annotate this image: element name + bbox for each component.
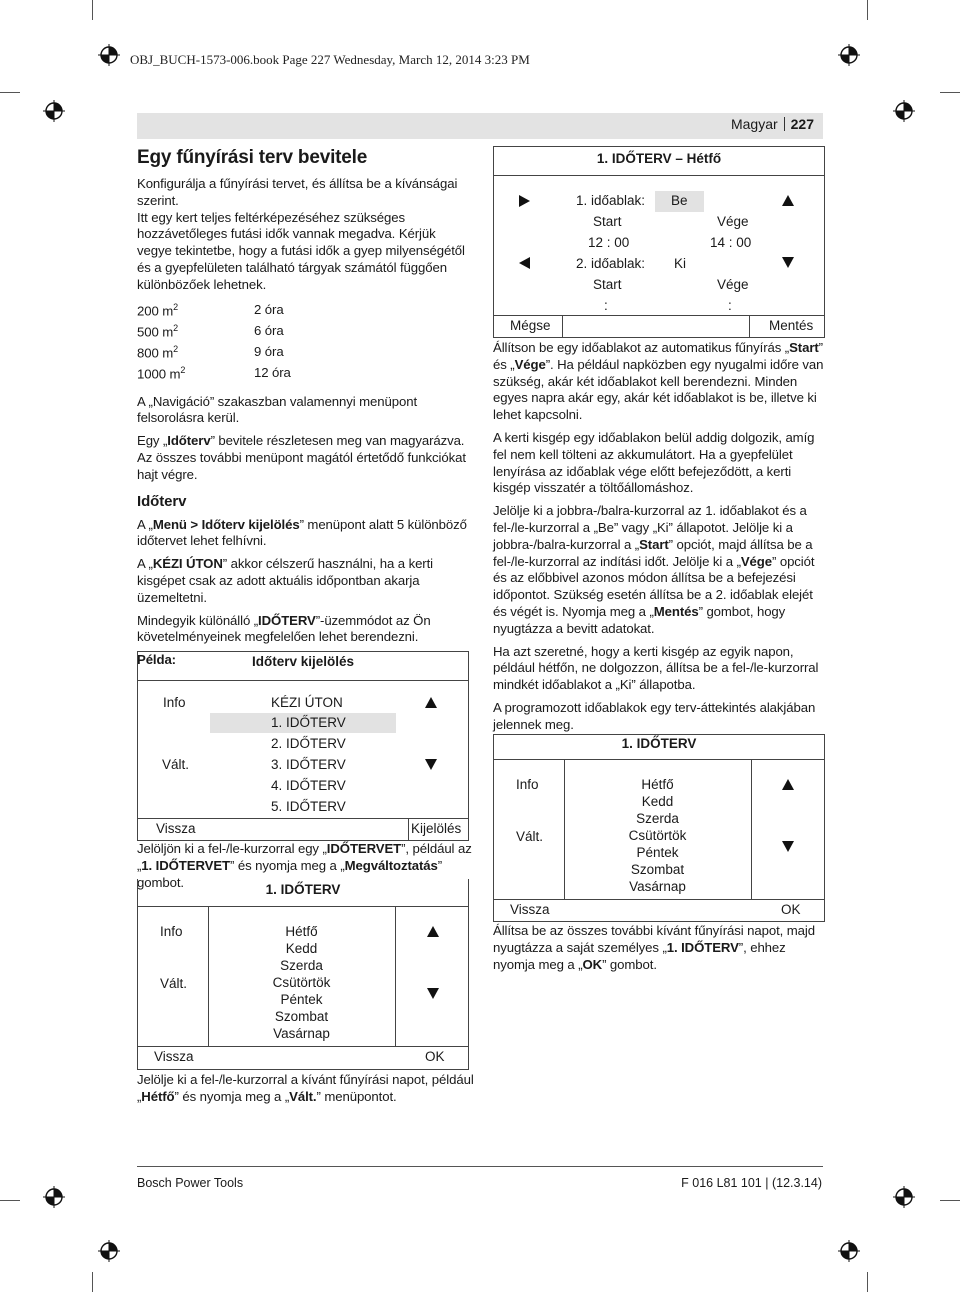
day-item[interactable]: Szerda: [280, 958, 323, 973]
info-button[interactable]: Info: [163, 695, 186, 710]
screen-title: 1. IDŐTERV – Hétfő: [596, 151, 722, 166]
crop-mark: [867, 1272, 868, 1292]
right-column: [493, 340, 828, 740]
header-language: Magyar: [730, 116, 778, 132]
page-number: 227: [790, 116, 814, 132]
day-item[interactable]: Szombat: [274, 1009, 329, 1024]
arrow-down-icon[interactable]: [782, 257, 794, 268]
info-button[interactable]: Info: [160, 924, 183, 939]
paragraph: Itt egy kert teljes feltérképezéséhez szükséges hozzávetőleges futási idők vannak megadva. Kérjük vegye tekintetbe, hogy a futási idők a gyep milyenségétől és a gyepfelületen található tárgyak számától függően különbözőek lehetnek.: [137, 209, 465, 292]
back-button[interactable]: Vissza: [154, 1049, 194, 1064]
right-final-paragraph: Állítsa be az összes további kívánt fűnyírási napot, majd nyugtázza a saját személyes „1. IDŐTERV”, ehhez nyomja meg a „OK” gombot.: [493, 923, 815, 972]
registration-mark-icon: [893, 100, 915, 122]
instruction-paragraph: Jelöljön ki a fel-/le-kurzorral egy „IDŐTERVET”, például az „1. IDŐTERVET” és nyomja meg a „Megváltoztatás” gombot.: [137, 841, 472, 890]
crop-mark: [0, 1200, 20, 1201]
arrow-up-icon[interactable]: [425, 697, 437, 708]
area-row: 200 $m^2$ 2 óra: [137, 301, 284, 319]
day-item[interactable]: Kedd: [285, 941, 318, 956]
menu-item[interactable]: 2. IDŐTERV: [271, 736, 346, 751]
arrow-up-icon[interactable]: [782, 195, 794, 206]
time-window-1-label: 1. időablak:: [576, 193, 646, 208]
header-separator: [784, 117, 785, 131]
crop-mark: [92, 0, 93, 20]
day-item[interactable]: Csütörtök: [272, 975, 331, 990]
section-title: Egy fűnyírási terv bevitele: [137, 147, 368, 168]
area-row: 1000 $m^2$ 12 óra: [137, 364, 291, 382]
ok-button[interactable]: OK: [425, 1049, 445, 1064]
day-item[interactable]: Vasárnap: [273, 1026, 330, 1041]
day-item[interactable]: Csütörtök: [628, 828, 687, 843]
display-screen-schedule-overview: [493, 734, 825, 922]
day-item[interactable]: Szombat: [630, 862, 685, 877]
time-window-2-label: 2. időablak:: [576, 256, 646, 271]
slug-line: OBJ_BUCH-1573-006.book Page 227 Wednesday, March 12, 2014 3:23 PM: [130, 52, 530, 67]
time-window-2-state[interactable]: Ki: [674, 256, 687, 271]
day-item[interactable]: Vasárnap: [629, 879, 686, 894]
paragraph: Jelölje ki a jobbra-/balra-kurzorral az 1. időablakot és a fel-/le-kurzorral a „Be” vagy „Ki” állapotot. Jelölje ki a jobbra-/balra-kurzorral a „Start” opciót, majd állítsa be a fel-/le-kurzorral az indítási időt. Jelölje ki a „Vége” opciót és az előbbivel azonos módon állítsa be a befejezési időpontot. Szükség esetén állítsa be a 2. időablak elejét és végét is. Nyomja meg a „Mentés” gombot, hogy nyugtázza a bevitt adatokat.: [493, 503, 815, 636]
menu-item[interactable]: 1. IDŐTERV: [271, 715, 346, 730]
start-time-2[interactable]: :: [604, 298, 608, 313]
menu-item[interactable]: KÉZI ÚTON: [271, 695, 343, 710]
back-button[interactable]: Vissza: [156, 821, 196, 836]
registration-mark-icon: [838, 1240, 860, 1262]
day-item[interactable]: Péntek: [280, 992, 323, 1007]
registration-mark-icon: [838, 44, 860, 66]
paragraph: Ha azt szeretné, hogy a kerti kisgép az egyik napon, például hétfőn, ne dolgozzon, állítsa be a fel-/le-kurzorral mindkét időablakot a „Ki” állapotba.: [493, 643, 819, 693]
registration-mark-icon: [43, 100, 65, 122]
paragraph: A „KÉZI ÚTON” akkor célszerű használni, ha a kerti kisgépet csak az adott aktuális időpontban akarja üzemeltetni.: [137, 556, 433, 605]
arrow-down-icon[interactable]: [427, 988, 439, 999]
display-screen-schedule-1: [137, 879, 469, 1070]
cancel-button[interactable]: Mégse: [510, 318, 551, 333]
paragraph: A „Navigáció” szakaszban valamennyi menüpont felsorolásra kerül.: [137, 393, 418, 426]
back-button[interactable]: Vissza: [510, 902, 550, 917]
end-time-2[interactable]: :: [728, 298, 732, 313]
valt-button[interactable]: Vált.: [160, 976, 188, 991]
ok-button[interactable]: OK: [781, 902, 801, 917]
time-window-1-state[interactable]: Be: [671, 193, 688, 208]
valt-button[interactable]: Vált.: [516, 829, 544, 844]
arrow-right-icon[interactable]: [519, 195, 530, 207]
day-item[interactable]: Kedd: [641, 794, 674, 809]
paragraph: A programozott időablakok egy terv-áttekintés alakjában jelennek meg.: [493, 699, 816, 732]
paragraph: Mindegyik különálló „IDŐTERV”-üzemmódot az Ön követelményeinek megfelelően lehet berendezni.: [137, 612, 431, 645]
arrow-left-icon[interactable]: [519, 257, 530, 269]
paragraph: Konfigurálja a fűnyírási tervet, és állítsa be a kívánságai szerint.: [137, 176, 458, 208]
screen-title: Időterv kijelölés: [251, 654, 355, 669]
menu-item[interactable]: 5. IDŐTERV: [271, 799, 346, 814]
valt-button[interactable]: Vált.: [162, 757, 190, 772]
menu-item[interactable]: 4. IDŐTERV: [271, 778, 346, 793]
paragraph: Állítson be egy időablakot az automatikus fűnyírás „Start” és „Vége”. Ha például napközben egy nyugalmi időre van szükség, akár két időablakot kell berendezni. Minden egyes napra akár egy, akár két időablakot is be, illetve ki lehet kapcsolni.: [493, 340, 824, 423]
display-screen-schedule-select: [137, 651, 469, 841]
day-item[interactable]: Hétfő: [285, 924, 318, 939]
left-column: [137, 146, 467, 675]
save-button[interactable]: Mentés: [769, 318, 814, 333]
crop-mark: [92, 1272, 93, 1292]
area-table: [137, 300, 467, 384]
screen-title: 1. IDŐTERV: [265, 882, 341, 897]
registration-mark-icon: [98, 1240, 120, 1262]
area-row: 800 $m^2$ 9 óra: [137, 343, 284, 361]
menu-item[interactable]: 3. IDŐTERV: [271, 757, 346, 772]
footer-rule: [137, 1166, 823, 1167]
footer-doc-number: F 016 L81 101 | (12.3.14): [681, 1176, 822, 1190]
instruction-paragraph: Jelölje ki a fel-/le-kurzorral a kívánt fűnyírási napot, például „Hétfő” és nyomja meg a „Vált.” menüpontot.: [137, 1072, 474, 1104]
crop-mark: [940, 92, 960, 93]
end-time-1[interactable]: 14 : 00: [710, 235, 752, 250]
paragraph: Egy „Időterv” bevitele részletesen meg van magyarázva. Az összes további menüpont magától értetődő funkciókat hajt végre.: [137, 433, 466, 482]
start-label: Start: [593, 214, 622, 229]
footer-publisher: Bosch Power Tools: [137, 1176, 244, 1190]
header-bar: [137, 113, 823, 139]
arrow-down-icon[interactable]: [782, 841, 794, 852]
arrow-up-icon[interactable]: [782, 779, 794, 790]
end-label: Vége: [717, 277, 749, 292]
display-screen-monday: [493, 146, 825, 338]
start-time-1[interactable]: 12 : 00: [588, 235, 630, 250]
start-label: Start: [593, 277, 622, 292]
subsection-title: Időterv: [137, 492, 187, 510]
page-header: [731, 116, 814, 132]
select-button[interactable]: Kijelölés: [411, 821, 462, 836]
crop-mark: [0, 92, 20, 93]
day-item[interactable]: Péntek: [636, 845, 679, 860]
day-item[interactable]: Szerda: [636, 811, 679, 826]
paragraph: A „Menü > Időterv kijelölés” menüpont alatt 5 különböző időtervet lehet felhívni.: [137, 516, 467, 549]
example-label: Példa:: [137, 652, 176, 668]
crop-mark: [867, 0, 868, 20]
registration-mark-icon: [893, 1186, 915, 1208]
registration-mark-icon: [43, 1186, 65, 1208]
crop-mark: [940, 1200, 960, 1201]
paragraph: A kerti kisgép egy időablakon belül addig dolgozik, amíg fel nem kell tölteni az akkumulátort. Ha a gyepfelület lenyírása az időablak vége előtt befejeződött, a kerti kisgép visszatér a töltőállomáshoz.: [493, 429, 815, 496]
info-button[interactable]: Info: [516, 777, 539, 792]
screen-title: 1. IDŐTERV: [621, 736, 697, 751]
area-row: 500 $m^2$ 6 óra: [137, 322, 284, 340]
registration-mark-icon: [98, 44, 120, 66]
day-item[interactable]: Hétfő: [641, 777, 674, 792]
arrow-down-icon[interactable]: [425, 759, 437, 770]
end-label: Vége: [717, 214, 749, 229]
arrow-up-icon[interactable]: [427, 926, 439, 937]
